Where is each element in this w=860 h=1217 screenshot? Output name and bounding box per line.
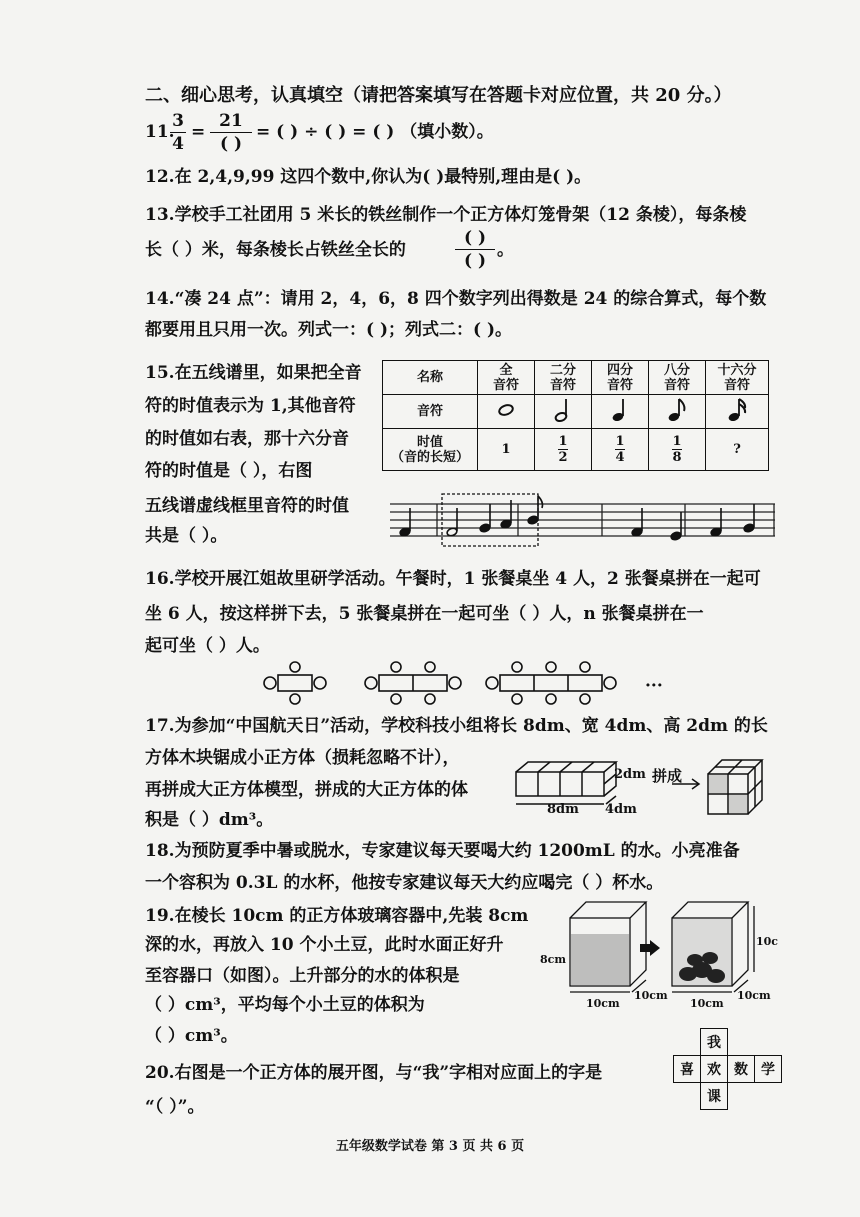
table-header-eighth: 八分 音符	[649, 361, 706, 395]
q17-line3: 再拼成大正方体模型，拼成的大正方体的体	[145, 780, 468, 800]
music-staff	[390, 490, 780, 550]
sixteenth-note-icon	[706, 395, 769, 429]
q19-line2: 深的水，再放入 10 个小土豆，此时水面正好升	[145, 935, 504, 955]
q13-line1: 13.学校手工社团用 5 米长的铁丝制作一个正方体灯笼骨架（12 条棱），每条棱	[145, 205, 747, 225]
q16-line2: 坐 6 人，按这样拼下去，5 张餐桌拼在一起可坐（ ）人，n 张餐桌拼在一	[145, 604, 704, 624]
q13-end: 。	[497, 240, 514, 260]
q19-label-10cm-c: 10cm	[690, 997, 724, 1010]
section-title: 二、细心思考，认真填空（请把答案填写在答题卡对应位置，共 20 分。）	[145, 85, 732, 106]
value-whole: 1	[478, 429, 535, 471]
table-row-note-label: 音符	[383, 395, 478, 429]
q17-line2: 方体木块锯成小正方体（损耗忽略不计），	[145, 748, 460, 768]
q19-label-10cm-e: 10c	[756, 935, 779, 948]
table-row-duration-label: 时值 （音的长短）	[383, 429, 478, 471]
q11-number: 11.	[145, 122, 175, 142]
page-footer: 五年级数学试卷 第 3 页 共 6 页	[335, 1139, 525, 1154]
q15-line: 符的时值是（ ），右图	[145, 461, 313, 481]
q15-line: 五线谱虚线框里音符的时值	[145, 496, 349, 516]
q16-line1: 16.学校开展江姐故里研学活动。午餐时，1 张餐桌坐 4 人，2 张餐桌拼在一起可	[145, 569, 761, 589]
table-header-quarter: 四分 音符	[592, 361, 649, 395]
q18-line1: 18.为预防夏季中暑或脱水，专家建议每天要喝大约 1200mL 的水。小亮准备	[145, 841, 740, 861]
q16-line3: 起可坐（ ）人。	[145, 636, 270, 656]
q17-line1: 17.为参加“中国航天日”活动，学校科技小组将长 8dm、宽 4dm、高 2dm 的长	[145, 716, 768, 736]
q11-fraction-21: 21 ( )	[210, 111, 252, 154]
q19-label-10cm-a: 10cm	[586, 997, 620, 1010]
value-half: $\frac{1}{2}$	[535, 429, 592, 471]
table-header-sixteenth: 十六分 音符	[706, 361, 769, 395]
value-eighth: $\frac{1}{8}$	[649, 429, 706, 471]
q19-line1: 19.在棱长 10cm 的正方体玻璃容器中,先装 8cm	[145, 906, 529, 926]
q20-line1: 20.右图是一个正方体的展开图，与“我”字相对应面上的字是	[145, 1063, 603, 1083]
q15-line: 的时值如右表，那十六分音	[145, 429, 349, 449]
q14-line1: 14.“凑 24 点”：请用 2，4，6，8 四个数字列出得数是 24 的综合算式，每个数	[145, 289, 767, 309]
q11-fraction-3-4: 3 4	[170, 111, 186, 154]
quarter-note-icon	[592, 395, 649, 429]
q19-line5: （ ）cm³。	[145, 1026, 238, 1046]
value-quarter: $\frac{1}{4}$	[592, 429, 649, 471]
q20-line2: “（ ）”。	[145, 1097, 205, 1117]
q12-text: 12.在 2,4,9,99 这四个数中,你认为( )最特别,理由是( )。	[145, 167, 592, 187]
q17-line4: 积是（ ）dm³。	[145, 810, 274, 830]
q17-dim-length: 8dm	[547, 802, 579, 817]
half-note-icon	[535, 395, 592, 429]
q15-line: 15.在五线谱里，如果把全音	[145, 363, 362, 383]
whole-note-icon	[478, 395, 535, 429]
q15-line: 符的时值表示为 1,其他音符	[145, 396, 356, 416]
table-header-whole: 全 音符	[478, 361, 535, 395]
q19-line3: 至容器口（如图）。上升部分的水的体积是	[145, 966, 460, 986]
net-cell: 我	[700, 1028, 728, 1056]
q17-arrow-label: 拼成	[652, 767, 683, 785]
q11-equals: =	[191, 122, 206, 142]
q19-label-10cm-b: 10cm	[634, 989, 668, 1002]
net-cell: 课	[700, 1082, 728, 1110]
eighth-note-icon	[649, 395, 706, 429]
q16-ellipsis: ···	[645, 676, 663, 696]
net-cell: 欢	[700, 1055, 728, 1083]
q17-dim-height: 2dm	[614, 767, 646, 782]
table-arrangement-diagram	[258, 656, 638, 706]
q14-line2: 都要用且只用一次。列式一：( )；列式二：( )。	[145, 320, 513, 340]
q17-dim-width: 4dm	[605, 802, 637, 817]
q13-fraction-blank: ( ) ( )	[455, 228, 495, 271]
q19-label-8cm: 8cm	[540, 953, 566, 966]
note-value-table	[382, 360, 769, 471]
q11-rest: = ( ) ÷ ( ) = ( ) （填小数）。	[256, 122, 494, 142]
table-header-half: 二分 音符	[535, 361, 592, 395]
q19-line4: （ ）cm³，平均每个小土豆的体积为	[145, 995, 425, 1015]
q19-label-10cm-d: 10cm	[737, 989, 771, 1002]
q13-line2: 长（ ）米，每条棱长占铁丝全长的	[145, 240, 406, 260]
table-header-name: 名称	[383, 361, 478, 395]
net-cell: 学	[754, 1055, 782, 1083]
q18-line2: 一个容积为 0.3L 的水杯，他按专家建议每天大约应喝完（ ）杯水。	[145, 873, 664, 893]
value-sixteenth: ?	[706, 429, 769, 471]
q15-line: 共是（ ）。	[145, 526, 228, 546]
net-cell: 喜	[673, 1055, 701, 1083]
net-cell: 数	[727, 1055, 755, 1083]
